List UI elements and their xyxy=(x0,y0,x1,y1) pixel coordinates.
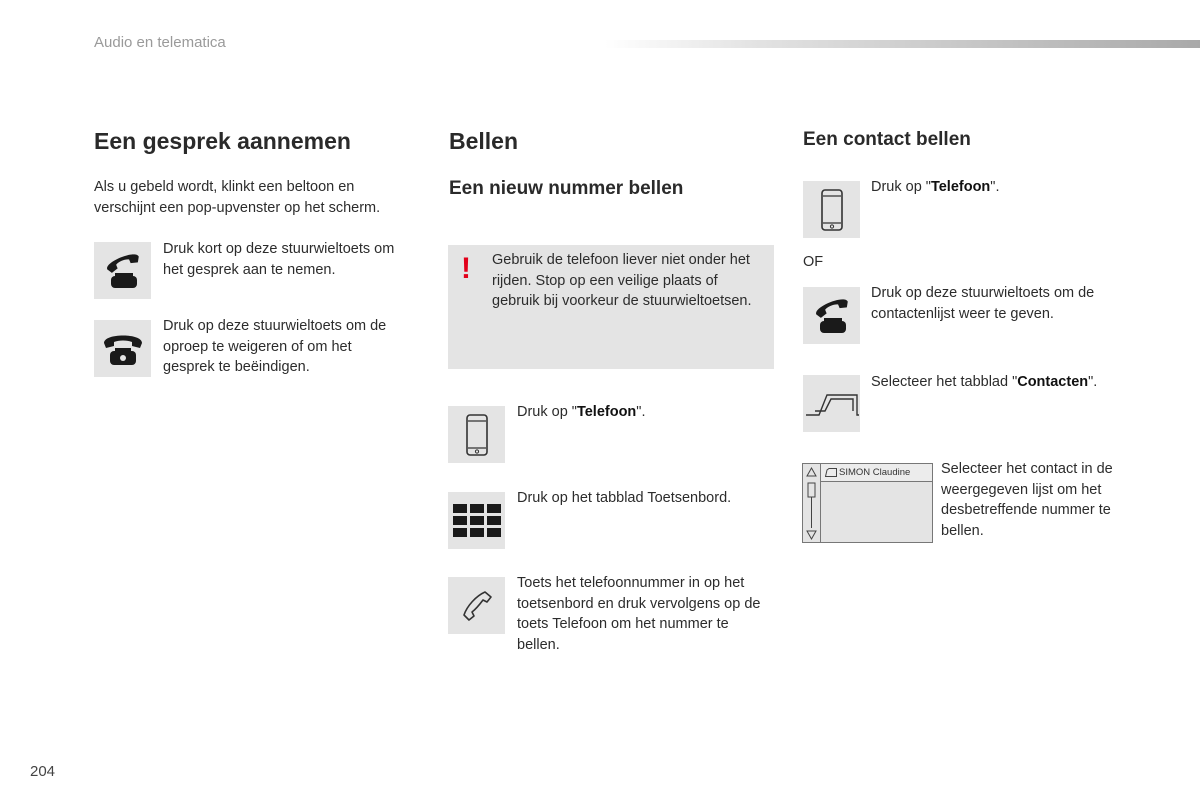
contact-phone-step-text: Druk op "Telefoon". xyxy=(871,179,1000,195)
header-gradient-bar xyxy=(605,40,1200,48)
answer-intro: Als u gebeld wordt, klinkt een beltoon en verschijnt een pop-upvenster op het scherm. xyxy=(94,179,381,216)
warning-text: Gebruik de telefoon liever niet onder het rijden. Stop op een veilige plaats of gebruik bij voorkeur de stuurwieltoetsen. xyxy=(492,252,752,309)
heading-answer-call: Een gesprek aannemen xyxy=(94,128,351,154)
phone-answer-icon xyxy=(94,242,151,299)
phone-answer-icon xyxy=(803,287,860,344)
tab-icon xyxy=(803,375,860,432)
page-number: 204 xyxy=(30,763,56,780)
dial-step-text: Toets het telefoonnummer in op het toetsenbord en druk vervolgens op de toets Telefoon om het nummer te bellen. xyxy=(517,575,761,653)
contact-list-step-text: Druk op deze stuurwieltoets om de contactenlijst weer te geven. xyxy=(871,285,1095,322)
contact-name: SIMON Claudine xyxy=(839,467,911,478)
keypad-step-text: Druk op het tabblad Toetsenbord. xyxy=(517,490,732,506)
phone-step-text: Druk op "Telefoon". xyxy=(517,404,646,420)
heading-new-number: Een nieuw nummer bellen xyxy=(449,178,684,199)
heading-call-contact: Een contact bellen xyxy=(803,129,971,150)
smartphone-icon xyxy=(803,181,860,238)
smartphone-icon xyxy=(448,406,505,463)
scrollbar xyxy=(803,464,821,542)
keypad-icon xyxy=(448,492,505,549)
warning-icon: ! xyxy=(461,252,471,285)
handset-icon xyxy=(448,577,505,634)
select-contact-step-text: Selecteer het contact in de weergegeven lijst om het desbetreffende nummer te bellen. xyxy=(941,461,1113,539)
answer-step-text: Druk kort op deze stuurwieltoets om het gesprek aan te nemen. xyxy=(163,241,395,278)
phone-hangup-icon xyxy=(94,320,151,377)
heading-call: Bellen xyxy=(449,128,519,154)
hangup-step-text: Druk op deze stuurwieltoets om de oproep te weigeren of om het gesprek te beëindigen. xyxy=(163,318,387,375)
section-label: Audio en telematica xyxy=(94,34,226,51)
contacts-tab-step-text: Selecteer het tabblad "Contacten". xyxy=(871,374,1098,390)
contact-list-screen xyxy=(802,463,933,543)
or-label: OF xyxy=(803,254,824,270)
